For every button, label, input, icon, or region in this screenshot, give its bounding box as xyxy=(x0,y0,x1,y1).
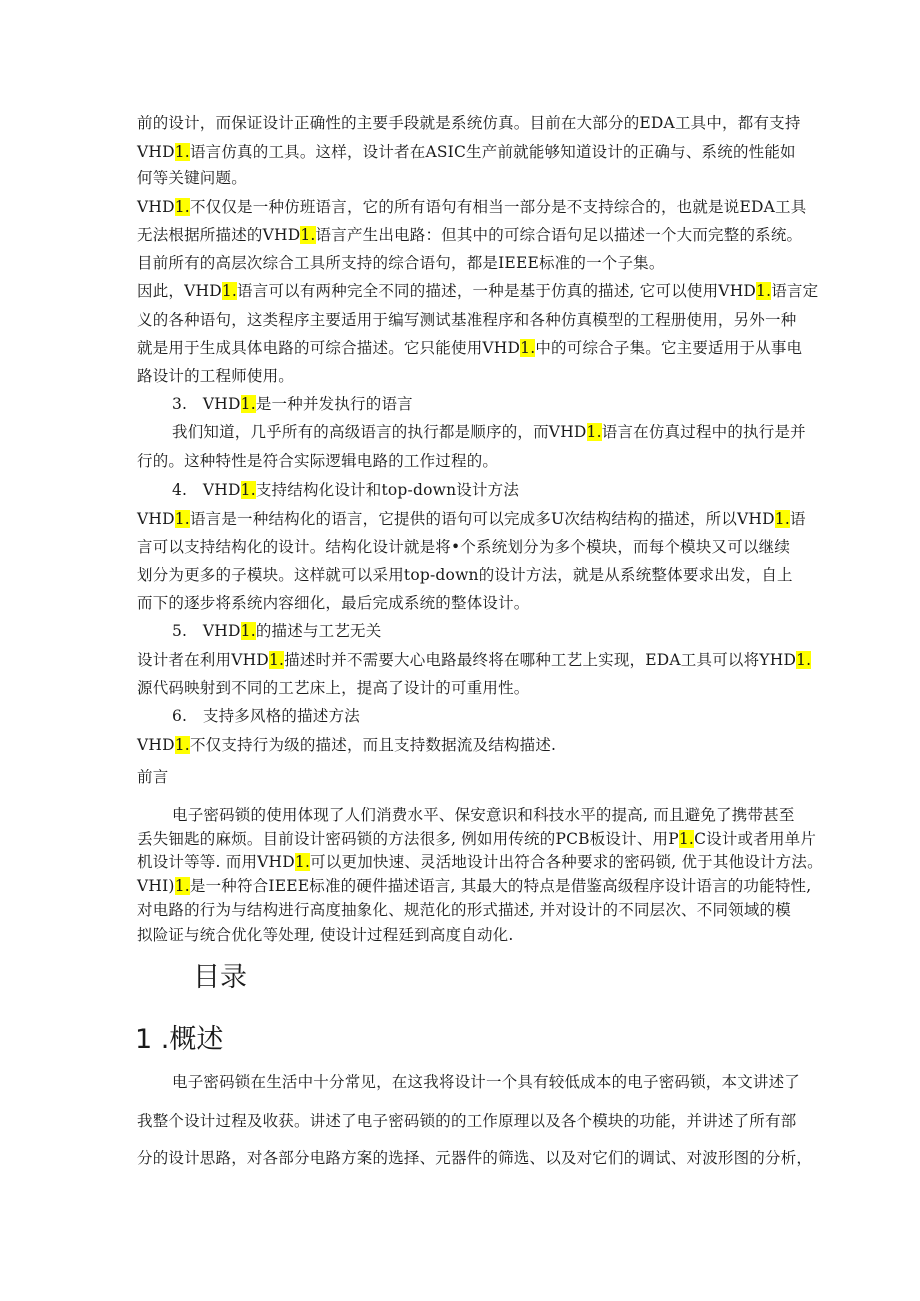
line-text: 语言产生出电路：但其中的可综合语句足以描述一个大而完整的系统。 xyxy=(315,226,803,244)
line-text: 源代码映射到不同的工艺床上，提高了设计的可重用性。 xyxy=(137,679,530,697)
line-text: 就是用于生成具体电路的可综合描述。它只能使用VHD xyxy=(137,339,521,357)
text-line xyxy=(137,1111,796,1131)
line-text: 语言仿真的工具。这样，设计者在ASIC生产前就能够知道设计的正确与、系统的性能如 xyxy=(189,143,796,161)
line-text: 的描述与工艺无关 xyxy=(255,622,382,640)
line-text: 语言定 xyxy=(771,282,819,300)
highlighted-text: 1. xyxy=(756,282,772,300)
highlighted-text: 1. xyxy=(174,198,190,216)
line-text: 我整个设计过程及收获。讲述了电子密码锁的的工作原理以及各个模块的功能，并讲述了所有部 xyxy=(137,1112,797,1130)
text-line xyxy=(137,735,556,755)
line-text: VHD xyxy=(137,143,175,161)
line-text: VHD xyxy=(137,510,175,528)
line-text: 而下的逐步将系统内容细化，最后完成系统的整体设计。 xyxy=(137,594,530,612)
text-line xyxy=(137,225,802,245)
highlighted-text: 1. xyxy=(294,853,311,871)
line-text: 语言是一种结构化的语言，它提供的语句可以完成多U次结构结构的描述，所以VHD xyxy=(189,510,775,528)
text-line xyxy=(137,565,793,585)
highlighted-text: 1. xyxy=(240,395,256,413)
text-line xyxy=(137,650,811,670)
text-line xyxy=(137,876,811,896)
highlighted-text: 1. xyxy=(520,339,536,357)
text-line xyxy=(137,829,816,849)
text-line xyxy=(137,678,530,698)
text-line xyxy=(137,338,802,358)
highlighted-text: 1. xyxy=(796,651,812,669)
line-text: VHI) xyxy=(137,877,175,895)
text-line xyxy=(137,366,294,386)
line-text: C设计或者用单片 xyxy=(694,830,817,848)
line-text: 6. 支持多风格的描述方法 xyxy=(172,707,360,725)
text-line xyxy=(137,168,247,188)
line-text: 我们知道，几乎所有的高级语言的执行都是顺序的，而VHD xyxy=(172,423,587,441)
text-line xyxy=(137,197,806,217)
highlighted-text: 1. xyxy=(174,143,190,161)
line-text: 电子密码锁在生活中十分常见，在这我将设计一个具有较低成本的电子密码锁，本文讲述了 xyxy=(172,1073,801,1091)
text-line xyxy=(172,1072,800,1092)
text-line xyxy=(137,310,796,330)
section-heading xyxy=(172,480,519,500)
text-line xyxy=(172,422,806,442)
line-text: 言可以支持结构化的设计。结构化设计就是将•个系统划分为多个模块，而每个模块又可以继续 xyxy=(137,538,791,556)
line-text: 语 xyxy=(789,510,806,528)
text-line xyxy=(137,281,818,301)
highlighted-text: 1. xyxy=(240,481,256,499)
line-text: 中的可综合子集。它主要适用于从事电 xyxy=(535,339,803,357)
highlighted-text: 1. xyxy=(586,423,602,441)
section-heading xyxy=(172,621,381,641)
line-text: 语言在仿真过程中的执行是并 xyxy=(601,423,806,441)
line-text: 行的。这种特性是符合实际逻辑电路的工作过程的。 xyxy=(137,452,499,470)
heading-preface xyxy=(137,767,168,787)
text-line xyxy=(137,253,665,273)
line-text: 是一种并发执行的语言 xyxy=(255,395,413,413)
section-heading xyxy=(172,706,360,726)
text-line xyxy=(137,1148,812,1168)
highlighted-text: 1. xyxy=(268,651,285,669)
line-text: 对电路的行为与结构进行高度抽象化、规范化的形式描述, 并对设计的不同层次、不同领域的模 xyxy=(137,901,791,919)
text-line xyxy=(137,925,513,945)
text-line xyxy=(137,852,823,872)
text-line xyxy=(137,113,801,133)
line-text: 无法根据所描述的VHD xyxy=(137,226,301,244)
highlighted-text: 1. xyxy=(174,736,190,754)
line-text: 拟险证与统合优化等处理, 使设计过程廷到高度自动化. xyxy=(137,926,514,944)
text-line xyxy=(137,451,498,471)
line-text: 5. VHD xyxy=(172,622,241,640)
text-line xyxy=(137,593,530,613)
line-text: 4. VHD xyxy=(172,481,241,499)
line-text: 划分为更多的子模块。这样就可以采用top-down的设计方法，就是从系统整体要求出发，自上 xyxy=(137,566,793,584)
section-heading xyxy=(172,394,413,414)
highlighted-text: 1. xyxy=(300,226,316,244)
line-text: 机设计等等. 而用VHD xyxy=(137,853,295,871)
line-text: 义的各种语句，这类程序主要适用于编写测试基准程序和各种仿真模型的工程册使用，另外一种 xyxy=(137,311,797,329)
highlighted-text: 1. xyxy=(174,510,190,528)
line-text: 是一种符合IEEE标准的硬件描述语言, 其最大的特点是借鉴高级程序设计语言的功能特性, xyxy=(189,877,812,895)
text-line xyxy=(137,509,806,529)
line-text: 描述时并不需要大心电路最终将在哪种工艺上实现，EDA工具可以将YHD xyxy=(284,651,797,669)
line-text: 前的设计，而保证设计正确性的主要手段就是系统仿真。目前在大部分的EDA工具中，都有支持 xyxy=(137,114,801,132)
text-line xyxy=(137,142,796,162)
line-text: 丢失钿匙的麻烦。目前设计密码锁的方法很多, 例如用传统的PCB板设计、用P xyxy=(137,830,679,848)
toc-heading: 目录 xyxy=(193,962,247,993)
line-text: 前言 xyxy=(137,768,169,786)
line-text: 语言可以有两种完全不同的描述，一种是基于仿真的描述, 它可以使用VHD xyxy=(237,282,757,300)
line-text: 不仅仅是一种仿班语言，它的所有语句有相当一部分是不支持综合的，也就是说EDA工具 xyxy=(189,198,807,216)
highlighted-text: 1. xyxy=(174,877,190,895)
line-text: 设计者在利用VHD xyxy=(137,651,269,669)
highlighted-text: 1. xyxy=(240,622,256,640)
overview-heading: 1 .概述 xyxy=(135,1024,224,1055)
line-text: 因此，VHD xyxy=(137,282,222,300)
highlighted-text: 1. xyxy=(221,282,238,300)
line-text: 可以更加快速、灵活地设计出符合各种要求的密码锁, 优于其他设计方法。 xyxy=(310,853,823,871)
line-text: 支持结构化设计和top-down设计方法 xyxy=(255,481,520,499)
line-text: VHD xyxy=(137,736,175,754)
line-text: 何等关键问题。 xyxy=(137,169,247,187)
line-text: 3. VHD xyxy=(172,395,241,413)
text-line xyxy=(137,537,790,557)
line-text: 路设计的工程师使用。 xyxy=(137,367,295,385)
line-text: 目前所有的高层次综合工具所支持的综合语句，都是IEEE标准的一个子集。 xyxy=(137,254,665,272)
highlighted-text: 1. xyxy=(678,830,695,848)
highlighted-text: 1. xyxy=(774,510,790,528)
line-text: 分的设计思路，对各部分电路方案的选择、元器件的筛选、以及对它们的调试、对波形图的分析， xyxy=(137,1149,813,1167)
line-text: VHD xyxy=(137,198,175,216)
text-line xyxy=(137,900,791,920)
line-text: 电子密码锁的使用体现了人们消费水平、保安意识和科技水平的提高, 而且避免了携带甚至 xyxy=(172,806,795,824)
line-text: 不仅支持行为级的描述，而且支持数据流及结构描述. xyxy=(189,736,557,754)
text-line xyxy=(172,805,795,825)
